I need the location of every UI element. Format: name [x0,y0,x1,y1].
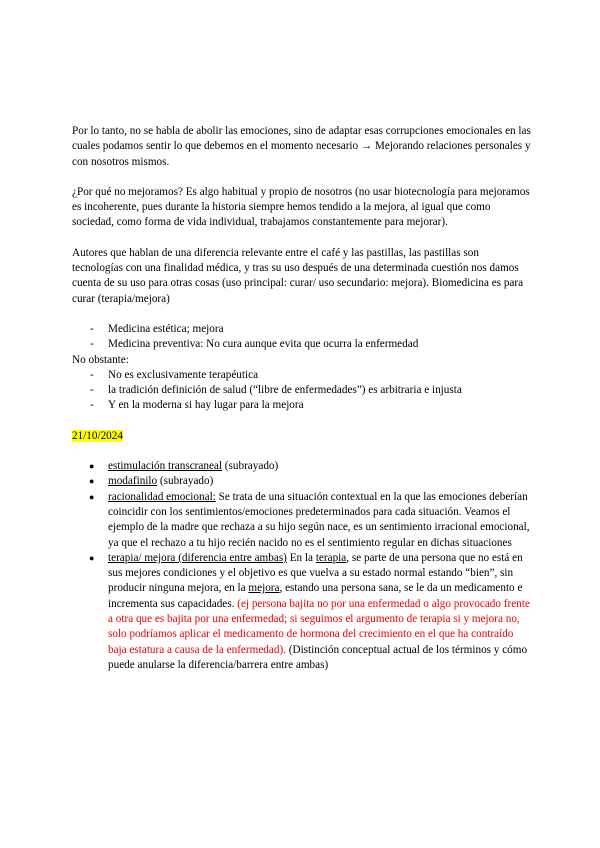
dash-marker: - [90,399,94,412]
paragraph-emociones: Por lo tanto, no se habla de abolir las emociones, sino de adaptar esas corrupciones emocionales en las cuales podamos sentir lo que debemos en el momento necesario → Mejorando relaciones personales y con nosotros mismos. [72,125,531,168]
concepts-list [72,459,532,673]
list-item: - Medicina estética; mejora [72,322,532,337]
example-note: (ej persona bajita no por una enfermedad o algo provocado frente a otra que es bajita por una enfermedad; si seguimos el argumento de terapia si y mejora no, solo podríamos aplicar el medicamento de hormona del crecimiento en el que ha contraído baja estatura a causa de la enfermedad). [108,597,530,656]
list-item: - Medicina preventiva: No cura aunque evita que ocurra la enfermedad [72,337,532,352]
list-item: - la tradición definición de salud (“libre de enfermedades”) es arbitraria e injusta [72,383,532,398]
list-item: - Y en la moderna si hay lugar para la mejora [72,398,532,413]
dash-marker: - [90,368,94,381]
date-heading: 21/10/2024 [72,429,123,442]
bullet-marker: ● [89,491,95,502]
dash-marker: - [90,322,94,335]
medicina-list [72,322,532,353]
list-item: ● modafinilo (subrayado) [72,474,532,489]
bullet-marker: ● [89,552,95,563]
dash-marker: - [90,338,94,351]
document-page [72,124,532,673]
list-item: ● terapia/ mejora (diferencia entre ambas) En la terapia, se parte de una persona que no está en sus mejores condiciones y el objetivo es que vuelva a su estado normal estando “bien”, sin producir ninguna mejora, en la mejora, estando una persona sana, se le da un medicamento e incrementa sus capacidades. (ej persona bajita no por una enfermedad o algo provocado frente a otra que es bajita por una enfermedad; si seguimos el argumento de terapia si y mejora no, solo podríamos aplicar el medicamento de hormona del crecimiento en el que ha contraído baja estatura a causa de la enfermedad). (Distinción conceptual actual de los términos y cómo puede anularse la diferencia/barrera entre ambas) [89,551,530,671]
no-obstante-label: No obstante: [72,353,129,366]
list-item: - No es exclusivamente terapéutica [72,368,532,383]
bullet-marker: ● [89,476,95,487]
no-obstante-list [72,368,532,414]
bullet-marker: ● [89,461,95,472]
paragraph-cafe-pastillas: Autores que hablan de una diferencia relevante entre el café y las pastillas, las pastillas son tecnologías con una finalidad médica, y tras su uso después de una determinada cuestión nos damos cuenta de su uso para otras cosas (uso principal: curar/ uso secundario: mejora). Biomedicina es para curar (terapia/mejora) [72,246,524,305]
list-item: ● racionalidad emocional: Se trata de una situación contextual en la que las emociones deberían coincidir con los sentimientos/emociones predeterminados para cada situación. Veamos el ejemplo de la madre que rechaza a su hijo según nace, es un sentimiento irracional emocional, ya que el rechazo a tu hijo recién nacido no es el sentimiento regular en dichas situaciones [89,490,530,549]
list-item: ● estimulación transcraneal (subrayado) [72,459,532,474]
dash-marker: - [90,384,94,397]
paragraph-mejoramos: ¿Por qué no mejoramos? Es algo habitual y propio de nosotros (no usar biotecnología para mejoramos es incoherente, pues durante la historia siempre hemos tendido a la mejora, al igual que como sociedad, como forma de vida individual, trabajamos constantemente para mejorar). [72,185,530,229]
